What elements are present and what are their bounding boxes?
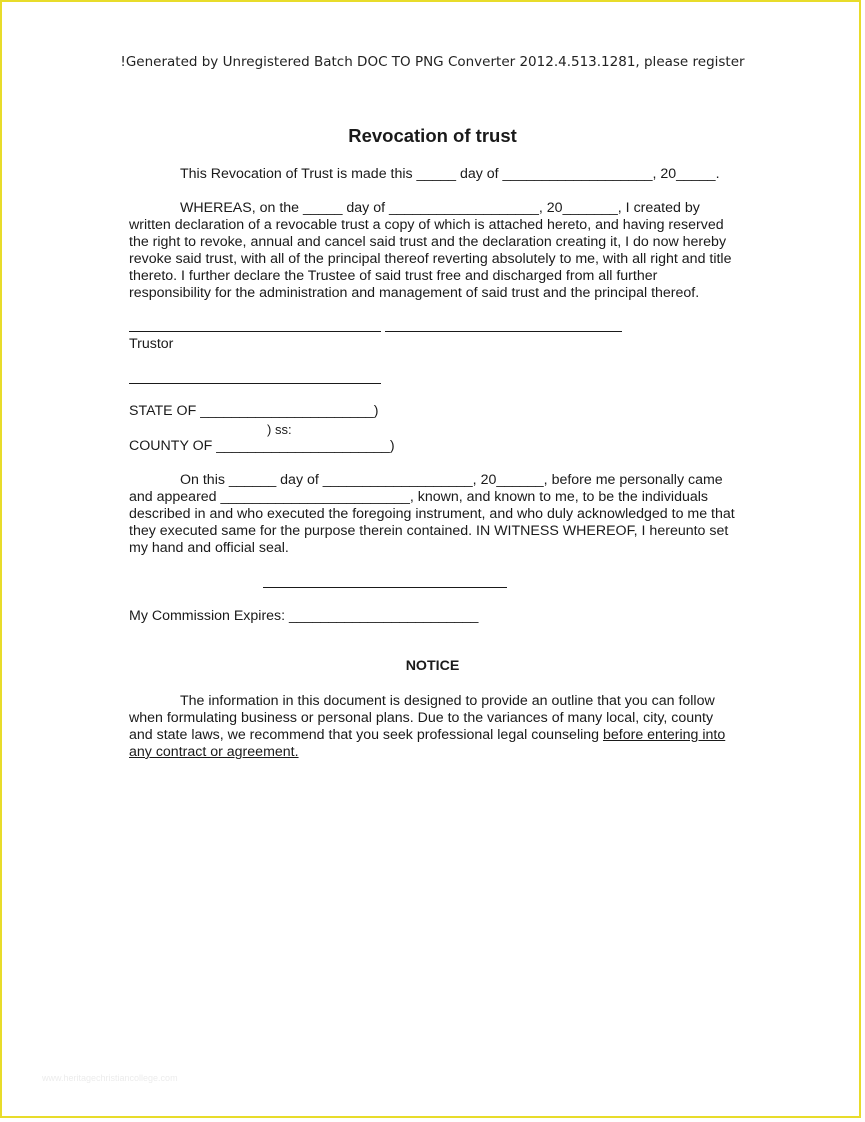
whereas-line-4: revoke said trust, with all of the principal thereof reverting absolutely to me, with all right and title bbox=[129, 251, 732, 267]
intro-line: This Revocation of Trust is made this _____ day of ___________________, 20_____. bbox=[180, 166, 720, 182]
trustor-signature-line bbox=[129, 331, 381, 332]
notice-line-2: when formulating business or personal plans. Due to the variances of many local, city, county bbox=[129, 710, 714, 726]
ack-line-1: On this ______ day of ___________________, 20______, before me personally came bbox=[180, 472, 723, 488]
notice-line-4: any contract or agreement. bbox=[129, 744, 299, 760]
ss-label: ) ss: bbox=[267, 422, 292, 437]
document-title: Revocation of trust bbox=[348, 125, 517, 146]
whereas-line-2: written declaration of a revocable trust a copy of which is attached hereto, and having reserved bbox=[129, 217, 724, 233]
converter-banner: !Generated by Unregistered Batch DOC TO PNG Converter 2012.4.513.1281, please register bbox=[120, 54, 745, 70]
trustor-label: Trustor bbox=[129, 336, 174, 352]
notice-title: NOTICE bbox=[405, 658, 460, 674]
ack-line-2: and appeared ________________________, known, and known to me, to be the individuals bbox=[129, 489, 708, 505]
notice-line-3-plain: and state laws, we recommend that you seek professional legal counseling bbox=[129, 727, 603, 743]
notice-line-3 bbox=[129, 727, 725, 744]
whereas-line-3: the right to revoke, annual and cancel said trust and the declaration creating it, I do now hereby bbox=[129, 234, 727, 250]
ack-line-4: they executed same for the purpose therein contained. IN WITNESS WHEREOF, I hereunto set bbox=[129, 523, 729, 539]
trustor-date-line bbox=[385, 331, 622, 332]
notary-signature-line bbox=[263, 587, 507, 588]
ack-line-3: described in and who executed the foregoing instrument, and who duly acknowledged to me that bbox=[129, 506, 735, 522]
whereas-line-1: WHEREAS, on the _____ day of ___________________, 20_______, I created by bbox=[180, 200, 700, 216]
notice-line-1: The information in this document is designed to provide an outline that you can follow bbox=[180, 693, 715, 709]
whereas-line-6: responsibility for the administration and management of said trust and the principal thereof. bbox=[129, 285, 700, 301]
commission-expires-line: My Commission Expires: ________________________ bbox=[129, 608, 479, 624]
second-signature-line bbox=[129, 383, 381, 384]
whereas-line-5: thereto. I further declare the Trustee of said trust free and discharged from all further bbox=[129, 268, 658, 284]
notice-line-3-underlined: before entering into bbox=[602, 727, 726, 743]
ack-line-5: my hand and official seal. bbox=[129, 540, 289, 556]
county-of-line: COUNTY OF ______________________) bbox=[129, 438, 395, 454]
site-watermark: www.heritagechristiancollege.com bbox=[42, 1073, 178, 1083]
state-of-line: STATE OF ______________________) bbox=[129, 403, 379, 419]
